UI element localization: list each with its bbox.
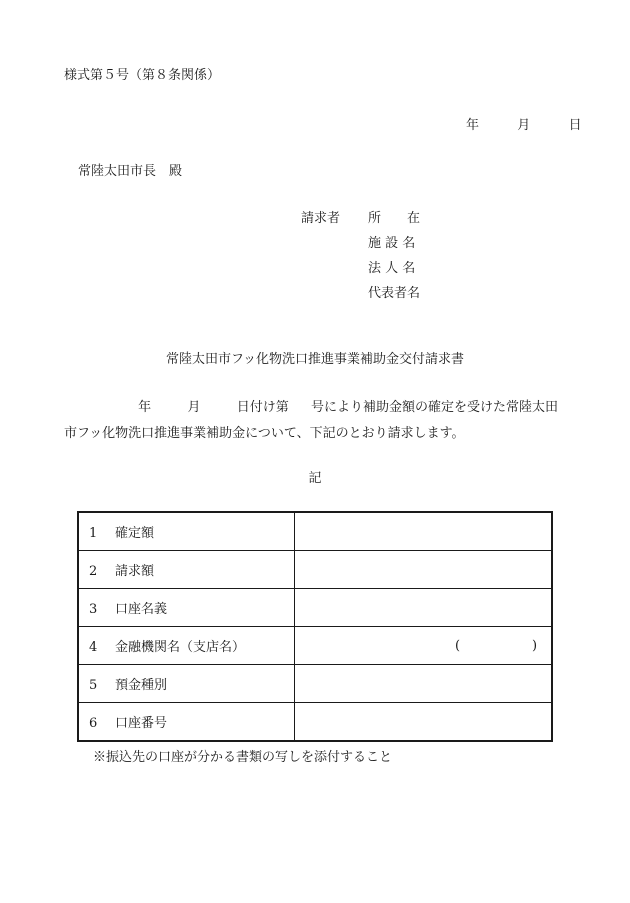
- row-label-cell: [78, 665, 295, 703]
- row-number: 6: [89, 716, 98, 731]
- row-number: 4: [89, 640, 98, 655]
- table-row: [78, 703, 552, 742]
- deposit-type-field[interactable]: [295, 665, 553, 703]
- row-number: 2: [89, 564, 98, 579]
- row-label-cell: [78, 551, 295, 589]
- row-number: 5: [89, 678, 98, 693]
- branch-paren-close: ): [532, 638, 538, 653]
- applicant-label: 請求者: [301, 211, 341, 226]
- field-address-label: 所 在: [368, 211, 421, 226]
- body-text-line-1: [64, 396, 558, 415]
- account-holder-field[interactable]: [295, 589, 553, 627]
- row-label-cell: [78, 627, 295, 665]
- row-label: 確定額: [115, 526, 155, 541]
- row-label: 口座名義: [115, 602, 168, 617]
- addressee: 常陸太田市長 殿: [78, 164, 183, 179]
- row-label: 請求額: [115, 564, 155, 579]
- date-day: 日: [568, 118, 582, 133]
- body-text-line-2: 市フッ化物洗口推進事業補助金について、下記のとおり請求します。: [64, 426, 465, 441]
- form-number: 様式第５号（第８条関係）: [64, 68, 221, 83]
- account-number-field[interactable]: [295, 703, 553, 742]
- row-number: 3: [89, 602, 98, 617]
- body-dated-number: 日付け第: [236, 400, 289, 415]
- table-row: [78, 589, 552, 627]
- table-row: [78, 512, 552, 551]
- document-title: 常陸太田市フッ化物洗口推進事業補助金交付請求書: [165, 352, 465, 367]
- body-year: 年: [138, 400, 152, 415]
- row-label: 預金種別: [115, 678, 168, 693]
- confirmed-amount-field[interactable]: [295, 512, 553, 551]
- body-month: 月: [187, 400, 201, 415]
- table-row: [78, 627, 552, 665]
- row-label-cell: [78, 512, 295, 551]
- table-row: [78, 551, 552, 589]
- bank-name-field[interactable]: [295, 627, 553, 665]
- date-year: 年: [466, 118, 480, 133]
- field-corporation-name-label: 法 人 名: [368, 261, 416, 276]
- body-remainder: 号により補助金額の確定を受けた常陸太田: [311, 400, 559, 415]
- branch-paren-open: (: [455, 638, 461, 653]
- attachment-note: ※振込先の口座が分かる書類の写しを添付すること: [93, 750, 393, 765]
- row-label-cell: [78, 589, 295, 627]
- row-label: 金融機関名（支店名）: [115, 640, 246, 655]
- table-row: [78, 665, 552, 703]
- ki-heading: 記: [308, 471, 322, 486]
- date-line: [466, 114, 582, 133]
- row-label: 口座番号: [115, 716, 168, 731]
- claim-amount-field[interactable]: [295, 551, 553, 589]
- detail-table: [77, 511, 553, 742]
- field-facility-name-label: 施 設 名: [368, 236, 416, 251]
- date-month: 月: [517, 118, 531, 133]
- row-number: 1: [89, 526, 98, 541]
- field-representative-name-label: 代表者名: [368, 286, 421, 301]
- row-label-cell: [78, 703, 295, 742]
